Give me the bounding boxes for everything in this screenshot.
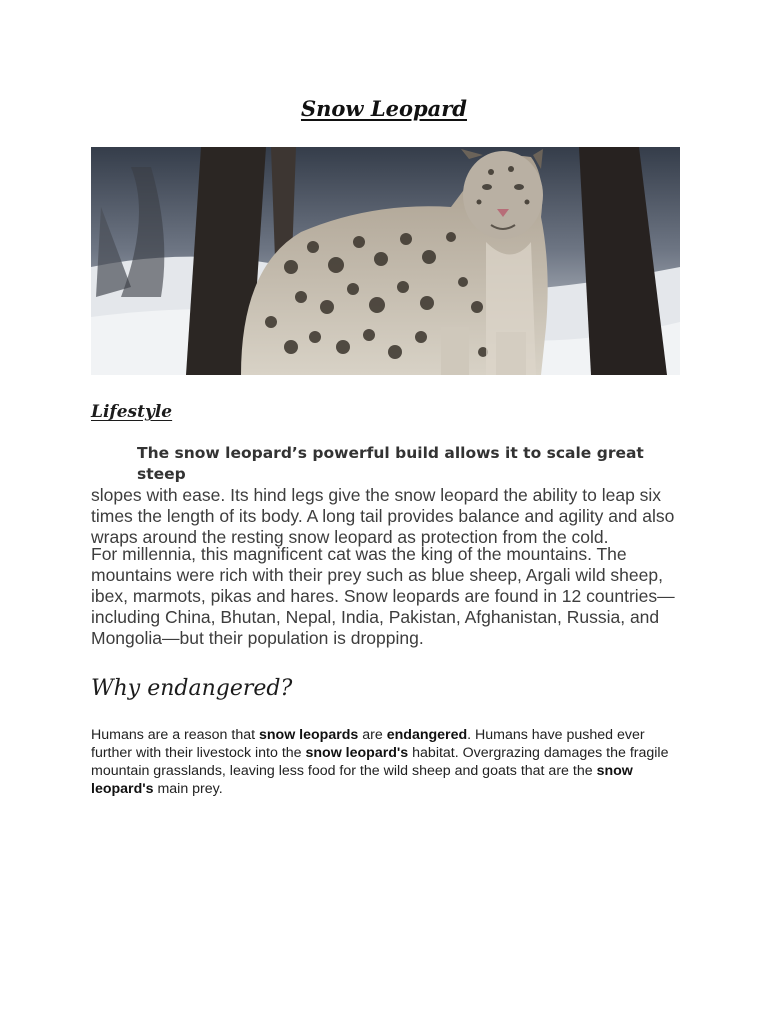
lifestyle-paragraph-1-rest: slopes with ease. Its hind legs give the snow leopard the ability to leap six times the length of its body. A long tail provides balance and agility and also wraps around the resting snow leopard as protection from the cold. (91, 485, 675, 547)
page-title: Snow Leopard (300, 96, 467, 121)
why-text-4: habitat. Overgrazing damages the fragile mountain grasslands, leaving less food for the wild sheep and goats that are the (91, 745, 669, 779)
lifestyle-paragraph-1-lead: The snow leopard’s powerful build allows it to scale great steep (137, 444, 644, 483)
why-endangered-heading: Why endangered? (91, 676, 293, 701)
lifestyle-heading: Lifestyle (91, 402, 173, 422)
snow-leopard-photo (91, 147, 680, 375)
why-bold-3: snow leopard's (305, 745, 409, 761)
why-bold-2: endangered (386, 727, 468, 743)
why-endangered-paragraph (91, 726, 681, 798)
why-text-1: Humans are a reason that (91, 727, 259, 743)
lifestyle-paragraph-2: For millennia, this magnificent cat was the king of the mountains. The mountains were rich with their prey such as blue sheep, Argali wild sheep, ibex, marmots, pikas and hares. Snow leopards are found in 12 countries—including China, Bhutan, Nepal, India, Pakistan, Afghanistan, Russia, and Mongolia—but their population is dropping. (91, 544, 675, 648)
why-bold-1: snow leopards (258, 727, 359, 743)
why-text-3: . Humans have pushed ever further with their livestock into the (91, 727, 645, 761)
lifestyle-paragraph-1 (91, 443, 691, 548)
why-text-5: main prey. (153, 781, 223, 797)
why-text-2: are (358, 727, 387, 743)
why-bold-4: snow leopard's (91, 763, 633, 797)
